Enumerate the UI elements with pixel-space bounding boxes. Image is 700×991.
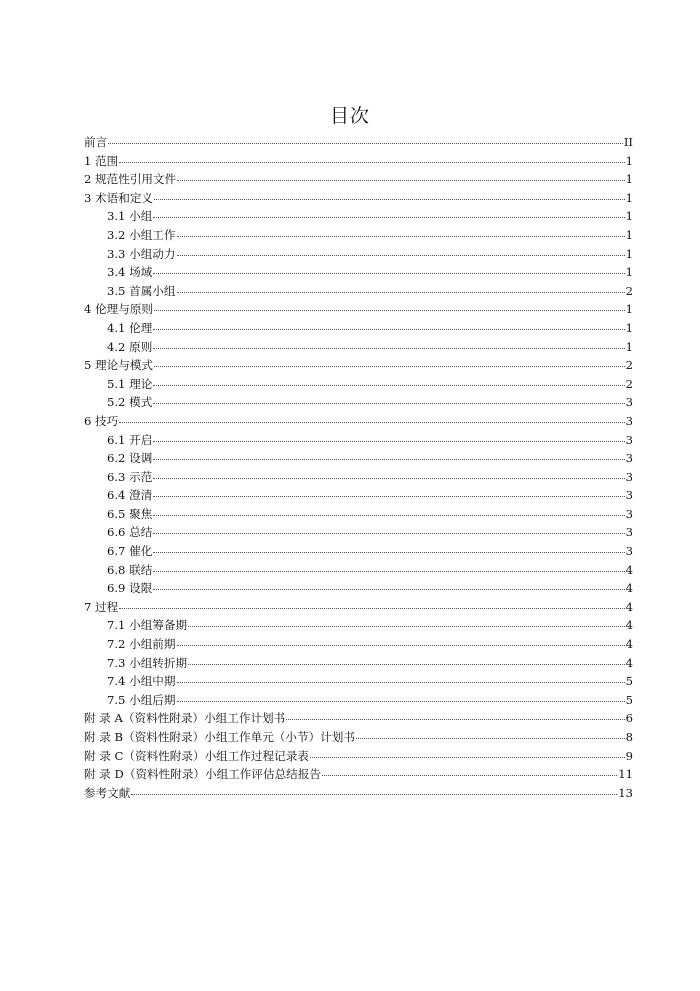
dot-leader xyxy=(177,236,625,237)
toc-entry-label: 6.5 聚焦 xyxy=(107,506,153,521)
toc-entry[interactable] xyxy=(84,691,633,710)
toc-entry[interactable] xyxy=(84,170,633,189)
toc-entry[interactable] xyxy=(84,431,633,450)
toc-entry-label: 3 术语和定义 xyxy=(84,190,154,205)
dot-leader xyxy=(154,199,625,200)
toc-entry-label: 6.3 示范 xyxy=(107,469,153,484)
dot-leader xyxy=(119,608,624,609)
toc-entry-label: 1 范围 xyxy=(84,153,119,168)
dot-leader xyxy=(177,255,625,256)
table-of-contents xyxy=(84,133,633,802)
toc-entry-label: 6.1 开启 xyxy=(107,432,153,447)
toc-entry-label: 6.8 联结 xyxy=(107,562,153,577)
toc-entry-label: 附 录 A（资料性附录）小组工作计划书 xyxy=(84,711,286,726)
dot-leader xyxy=(131,794,617,795)
toc-entry-page-number: 3 xyxy=(625,469,633,484)
dot-leader xyxy=(356,738,625,739)
toc-entry-label: 7.4 小组中期 xyxy=(107,674,176,689)
toc-entry-label: 3.3 小组动力 xyxy=(107,246,176,261)
toc-entry-label: 2 规范性引用文件 xyxy=(84,172,177,187)
toc-entry-label: 5.2 模式 xyxy=(107,395,153,410)
dot-leader xyxy=(286,719,624,720)
dot-leader xyxy=(153,552,624,553)
toc-entry-page-number: 3 xyxy=(625,395,633,410)
toc-entry-label: 5 理论与模式 xyxy=(84,358,154,373)
toc-entry-page-number: 3 xyxy=(625,525,633,540)
dot-leader xyxy=(188,626,625,627)
dot-leader xyxy=(153,589,624,590)
toc-entry-page-number: 8 xyxy=(625,730,633,744)
toc-entry-label: 4.1 伦理 xyxy=(107,320,153,335)
dot-leader xyxy=(153,478,624,479)
toc-entry-page-number: 4 xyxy=(625,637,633,652)
dot-leader xyxy=(153,348,624,349)
dot-leader xyxy=(153,329,624,330)
dot-leader xyxy=(177,645,625,646)
toc-entry[interactable] xyxy=(84,189,633,208)
dot-leader xyxy=(119,162,624,163)
toc-entry[interactable] xyxy=(84,356,633,375)
toc-entry-label: 参考文献 xyxy=(84,785,131,800)
toc-entry-label: 7.3 小组转折期 xyxy=(107,655,188,670)
toc-entry-page-number: 1 xyxy=(625,209,633,224)
dot-leader xyxy=(119,422,624,423)
toc-entry[interactable] xyxy=(84,635,633,654)
toc-entry[interactable] xyxy=(84,523,633,542)
toc-entry[interactable] xyxy=(84,505,633,524)
toc-entry[interactable] xyxy=(84,486,633,505)
toc-entry[interactable] xyxy=(84,672,633,691)
toc-entry-label: 6 技巧 xyxy=(84,413,119,428)
toc-entry-page-number: 3 xyxy=(625,506,633,521)
toc-entry-label: 3.4 场域 xyxy=(107,265,153,280)
toc-entry[interactable] xyxy=(84,263,633,282)
toc-entry[interactable] xyxy=(84,709,633,728)
toc-entry-label: 7.1 小组筹备期 xyxy=(107,618,188,633)
toc-entry[interactable] xyxy=(84,449,633,468)
toc-entry-page-number: 1 xyxy=(625,246,633,261)
dot-leader xyxy=(153,515,624,516)
toc-entry[interactable] xyxy=(84,784,633,803)
dot-leader xyxy=(177,180,624,181)
toc-entry-label: 3.1 小组 xyxy=(107,209,153,224)
dot-leader xyxy=(153,533,624,534)
toc-entry-page-number: 3 xyxy=(625,488,633,503)
toc-entry-page-number: 1 xyxy=(625,320,633,335)
dot-leader xyxy=(153,441,624,442)
toc-entry-page-number: 4 xyxy=(625,581,633,596)
toc-entry[interactable] xyxy=(84,375,633,394)
toc-entry[interactable] xyxy=(84,561,633,580)
toc-entry[interactable] xyxy=(84,765,633,784)
toc-entry-page-number: 5 xyxy=(625,674,633,689)
toc-entry[interactable] xyxy=(84,728,633,747)
toc-entry-page-number: 1 xyxy=(625,190,633,205)
dot-leader xyxy=(153,217,624,218)
toc-entry-page-number: 3 xyxy=(625,413,633,428)
toc-entry-page-number: 4 xyxy=(625,562,633,577)
toc-entry-label: 6.9 设限 xyxy=(107,581,153,596)
dot-leader xyxy=(108,143,623,144)
toc-entry-label: 前言 xyxy=(84,135,108,149)
toc-entry-page-number: 1 xyxy=(625,265,633,280)
toc-entry-page-number: 6 xyxy=(625,711,633,726)
toc-entry[interactable] xyxy=(84,152,633,171)
toc-entry-page-number: 13 xyxy=(618,785,633,800)
toc-entry-page-number: 1 xyxy=(625,302,633,317)
toc-entry-page-number: 1 xyxy=(625,153,633,168)
toc-entry[interactable] xyxy=(84,468,633,487)
toc-entry-page-number: 4 xyxy=(625,618,633,633)
page-title: 目次 xyxy=(329,105,370,127)
toc-entry-label: 4.2 原则 xyxy=(107,339,153,354)
toc-entry-label: 6.6 总结 xyxy=(107,525,153,540)
toc-entry[interactable] xyxy=(84,654,633,673)
toc-entry[interactable] xyxy=(84,747,633,766)
toc-entry-page-number: 3 xyxy=(625,432,633,447)
dot-leader xyxy=(188,664,625,665)
toc-entry-page-number: 4 xyxy=(625,655,633,670)
toc-entry-page-number: 3 xyxy=(625,451,633,466)
toc-entry-label: 4 伦理与原则 xyxy=(84,302,154,317)
toc-entry-label: 7.5 小组后期 xyxy=(107,692,176,707)
toc-entry-page-number: 9 xyxy=(625,748,633,763)
toc-entry[interactable] xyxy=(84,542,633,561)
toc-entry-page-number: 1 xyxy=(625,339,633,354)
toc-entry-page-number: 3 xyxy=(625,544,633,559)
toc-entry[interactable] xyxy=(84,338,633,357)
toc-entry[interactable] xyxy=(84,598,633,617)
toc-entry-label: 3.2 小组工作 xyxy=(107,227,176,242)
dot-leader xyxy=(153,459,624,460)
toc-entry[interactable] xyxy=(84,393,633,412)
dot-leader xyxy=(153,385,624,386)
toc-entry-page-number: 2 xyxy=(625,283,633,298)
dot-leader xyxy=(154,366,625,367)
toc-entry[interactable] xyxy=(84,616,633,635)
toc-entry[interactable] xyxy=(84,412,633,431)
toc-entry-label: 附 录 B（资料性附录）小组工作单元（小节）计划书 xyxy=(84,730,355,744)
toc-entry[interactable] xyxy=(84,245,633,264)
toc-entry-label: 6.4 澄清 xyxy=(107,488,153,503)
toc-entry-label: 3.5 首属小组 xyxy=(107,283,176,298)
toc-entry[interactable] xyxy=(84,282,633,301)
toc-entry-label: 附 录 D（资料性附录）小组工作评估总结报告 xyxy=(84,767,321,782)
dot-leader xyxy=(153,403,624,404)
dot-leader xyxy=(177,292,625,293)
toc-entry-label: 5.1 理论 xyxy=(107,376,153,391)
toc-entry-label: 6.7 催化 xyxy=(107,544,153,559)
toc-entry-page-number: 1 xyxy=(625,227,633,242)
toc-entry[interactable] xyxy=(84,207,633,226)
toc-entry[interactable] xyxy=(84,133,633,152)
toc-entry[interactable] xyxy=(84,226,633,245)
toc-entry-page-number: 1 xyxy=(625,172,633,187)
toc-entry-page-number: 2 xyxy=(625,358,633,373)
toc-entry-label: 7 过程 xyxy=(84,599,119,614)
toc-entry[interactable] xyxy=(84,319,633,338)
toc-entry-label: 7.2 小组前期 xyxy=(107,637,176,652)
dot-leader xyxy=(177,701,625,702)
dot-leader xyxy=(153,273,624,274)
toc-entry-page-number: 2 xyxy=(625,376,633,391)
dot-leader xyxy=(153,496,624,497)
toc-entry[interactable] xyxy=(84,300,633,319)
toc-entry-page-number: 11 xyxy=(618,767,633,782)
toc-entry-label: 6.2 设调 xyxy=(107,451,153,466)
toc-entry-page-number: 5 xyxy=(625,692,633,707)
toc-entry-page-number: II xyxy=(623,135,633,149)
toc-entry-label: 附 录 C（资料性附录）小组工作过程记录表 xyxy=(84,748,309,763)
dot-leader xyxy=(153,571,624,572)
toc-entry-page-number: 4 xyxy=(625,599,633,614)
dot-leader xyxy=(154,310,625,311)
dot-leader xyxy=(322,775,617,776)
dot-leader xyxy=(310,757,625,758)
toc-entry[interactable] xyxy=(84,579,633,598)
dot-leader xyxy=(177,682,625,683)
